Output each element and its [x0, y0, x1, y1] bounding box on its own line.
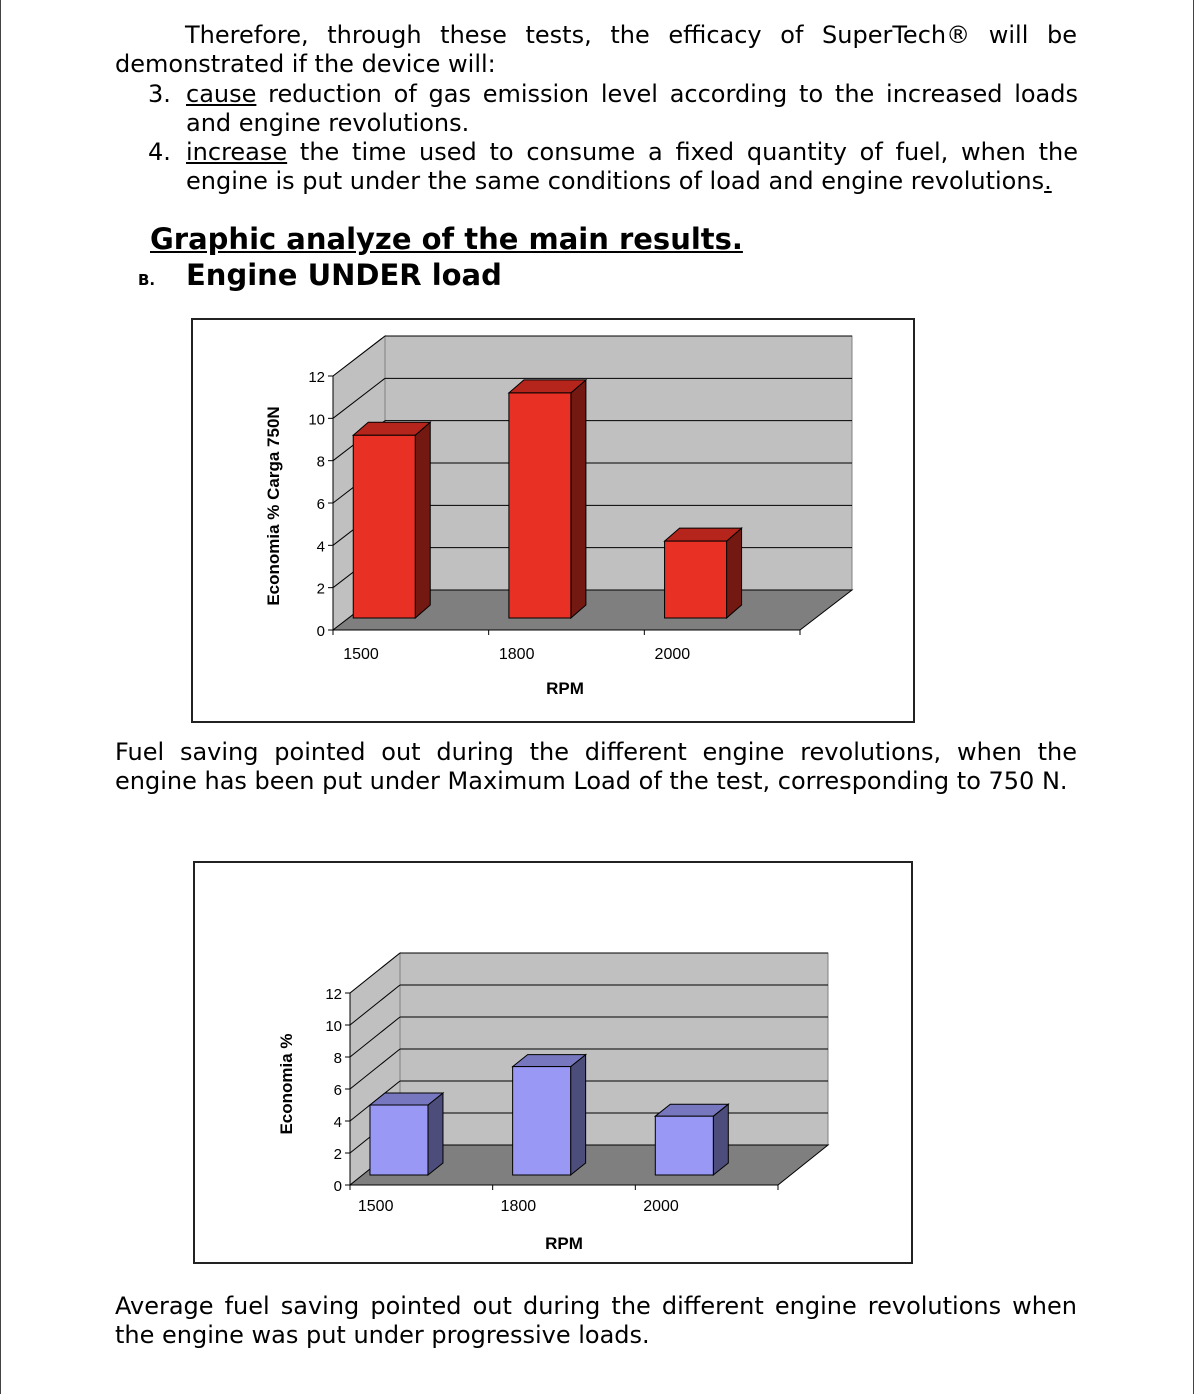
list-text: the time used to consume a fixed quantity of fuel, when the engine is put under the same conditions of load and engine revolutions [186, 138, 1078, 195]
subheading-text: Engine UNDER load [186, 258, 502, 292]
bar-side-1500 [428, 1093, 443, 1175]
y-tick-label: 4 [316, 538, 325, 556]
list-verb: cause [186, 80, 257, 108]
intro-text: Therefore, through these tests, the efficacy of SuperTech® will be demonstrated if the device will: [115, 21, 1077, 78]
intro-paragraph [115, 21, 1077, 79]
bar-side-2000 [727, 528, 742, 618]
bar-1800 [513, 1067, 571, 1175]
chart-750n [191, 318, 915, 723]
bar-2000 [655, 1116, 713, 1175]
bar-side-1500 [415, 422, 430, 618]
list-item [148, 138, 1078, 196]
y-tick-label: 10 [308, 411, 325, 429]
list-number: 4. [148, 138, 171, 166]
bar-1800 [509, 393, 571, 618]
page-border-left [0, 0, 1, 1394]
caption-chart-2: Average fuel saving pointed out during the different engine revolutions when the engine was put under progressive loads. [115, 1292, 1077, 1349]
bar-side-1800 [571, 380, 586, 618]
x-tick-label: 2000 [643, 1198, 679, 1215]
bar-2000 [665, 541, 727, 618]
caption-chart-1: Fuel saving pointed out during the different engine revolutions, when the engine has been put under Maximum Load of the test, corresponding to 750 N. [115, 738, 1077, 795]
y-tick-label: 2 [333, 1146, 342, 1163]
y-axis-title: Economia % [277, 1033, 296, 1135]
list-text: reduction of gas emission level according to the increased loads and engine revolutions. [186, 80, 1078, 137]
y-axis-title: Economia % Carga 750N [264, 406, 283, 606]
chart-average [193, 861, 913, 1264]
criteria-list [148, 80, 1078, 196]
y-tick-label: 0 [316, 623, 325, 640]
x-tick-label: 1500 [343, 646, 379, 663]
y-tick-label: 10 [325, 1018, 342, 1035]
y-tick-label: 4 [333, 1114, 342, 1131]
bar-side-1800 [571, 1055, 586, 1175]
y-tick-label: 8 [316, 453, 325, 471]
x-axis-title: RPM [545, 1234, 583, 1253]
chart-svg [195, 863, 911, 1262]
y-tick-label: 2 [316, 580, 325, 598]
x-tick-label: 1500 [357, 1198, 394, 1215]
x-axis-title: RPM [546, 679, 584, 698]
list-verb: increase [186, 138, 288, 166]
y-tick-label: 6 [316, 496, 325, 513]
bar-1500 [370, 1105, 428, 1175]
y-tick-label: 12 [308, 369, 325, 386]
list-end: . [1044, 167, 1052, 195]
bar-1500 [353, 435, 415, 618]
section-heading: Graphic analyze of the main results. [150, 222, 743, 256]
subheading-letter: B. [138, 271, 156, 289]
chart-svg [193, 320, 913, 721]
y-tick-label: 8 [333, 1050, 342, 1067]
y-tick-label: 0 [333, 1178, 342, 1195]
y-tick-label: 12 [325, 986, 342, 1003]
list-number: 3. [148, 80, 171, 108]
list-item [148, 80, 1078, 138]
y-tick-label: 6 [333, 1082, 342, 1099]
x-tick-label: 1800 [498, 646, 535, 663]
x-tick-label: 2000 [654, 646, 691, 663]
section-subheading [138, 258, 502, 292]
x-tick-label: 1800 [500, 1198, 537, 1215]
